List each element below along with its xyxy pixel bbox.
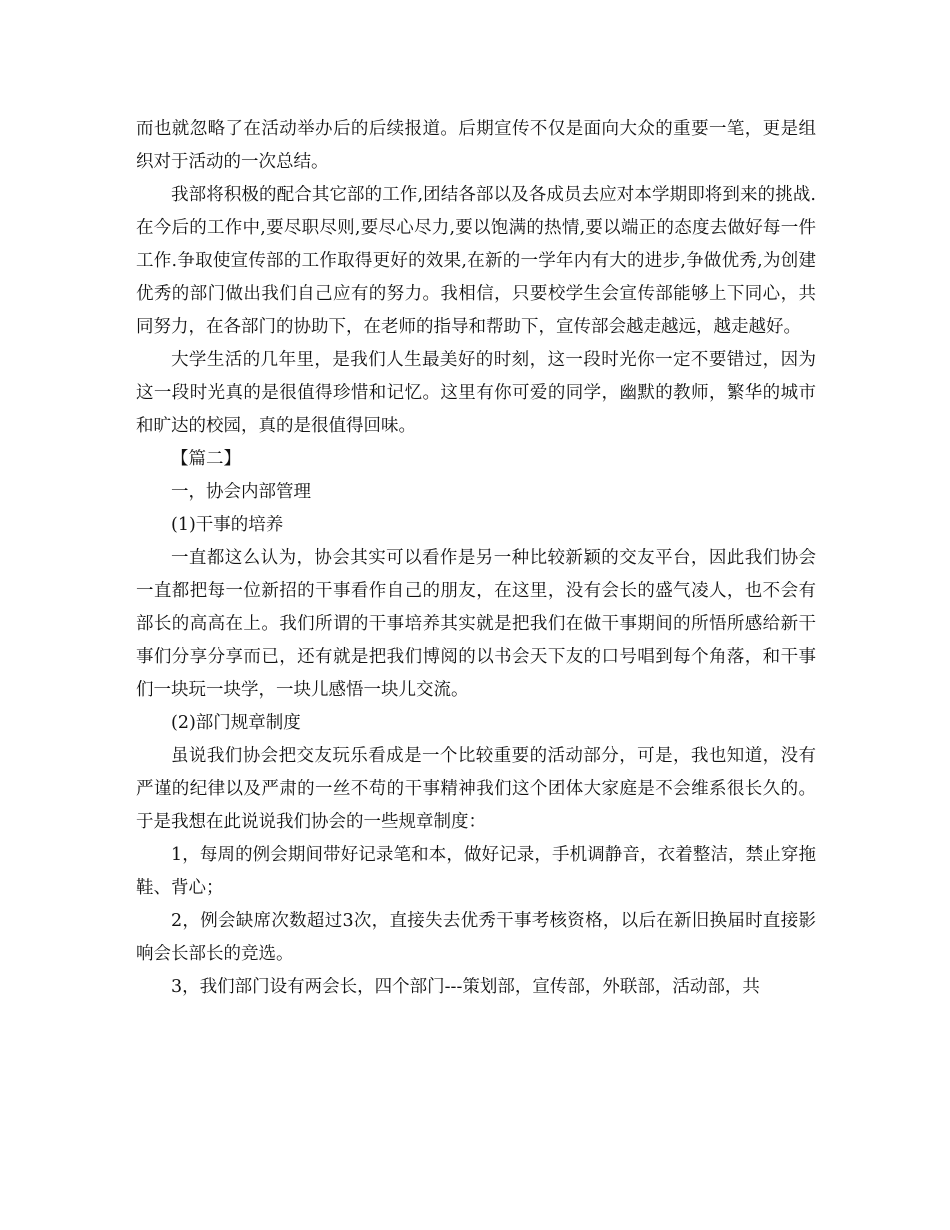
paragraph: 一直都这么认为，协会其实可以看作是另一种比较新颖的交友平台，因此我们协会一直都把每一位新招的干事看作自己的朋友，在这里，没有会长的盛气凌人，也不会有部长的高高在上。我们所谓的干事培养其实就是把我们在做干事期间的所悟所感给新干事们分享分享而已，还有就是把我们博阅的以书会天下友的口号唱到每个角落，和干事们一块玩一块学，一块儿感悟一块儿交流。 (136, 548, 816, 700)
document-body (136, 113, 816, 1004)
list-item: 3，我们部门设有两会长，四个部门---策划部，宣传部，外联部，活动部，共 (171, 977, 760, 997)
paragraph: 而也就忽略了在活动举办后的后续报道。后期宣传不仅是面向大众的重要一笔，更是组织对于活动的一次总结。 (136, 119, 816, 172)
paragraph: 虽说我们协会把交友玩乐看成是一个比较重要的活动部分，可是，我也知道，没有严谨的纪律以及严肃的一丝不苟的干事精神我们这个团体大家庭是不会维系很长久的。于是我想在此说说我们协会的一些规章制度： (136, 746, 816, 832)
paragraph: 大学生活的几年里，是我们人生最美好的时刻，这一段时光你一定不要错过，因为这一段时光真的是很值得珍惜和记忆。这里有你可爱的同学，幽默的教师，繁华的城市和旷达的校园，真的是很值得回味。 (136, 350, 816, 436)
subsection-heading: 一，协会内部管理 (171, 482, 311, 502)
subsection-heading: (2)部门规章制度 (171, 713, 301, 733)
paragraph: 我部将积极的配合其它部的工作,团结各部以及各成员去应对本学期即将到来的挑战.在今后的工作中,要尽职尽则,要尽心尽力,要以饱满的热情,要以端正的态度去做好每一件工作.争取使宣传部的工作取得更好的效果,在新的一学年内有大的进步,争做优秀,为创建优秀的部门做出我们自己应有的努力。我相信，只要校学生会宣传部能够上下同心，共同努力，在各部门的协助下，在老师的指导和帮助下，宣传部会越走越远，越走越好。 (136, 185, 816, 337)
list-item: 2，例会缺席次数超过3次，直接失去优秀干事考核资格，以后在新旧换届时直接影响会长部长的竞选。 (136, 911, 816, 964)
section-heading: 【篇二】 (171, 449, 241, 469)
list-item: 1，每周的例会期间带好记录笔和本，做好记录，手机调静音，衣着整洁，禁止穿拖鞋、背心； (136, 845, 816, 898)
subsection-heading: (1)干事的培养 (171, 515, 284, 535)
